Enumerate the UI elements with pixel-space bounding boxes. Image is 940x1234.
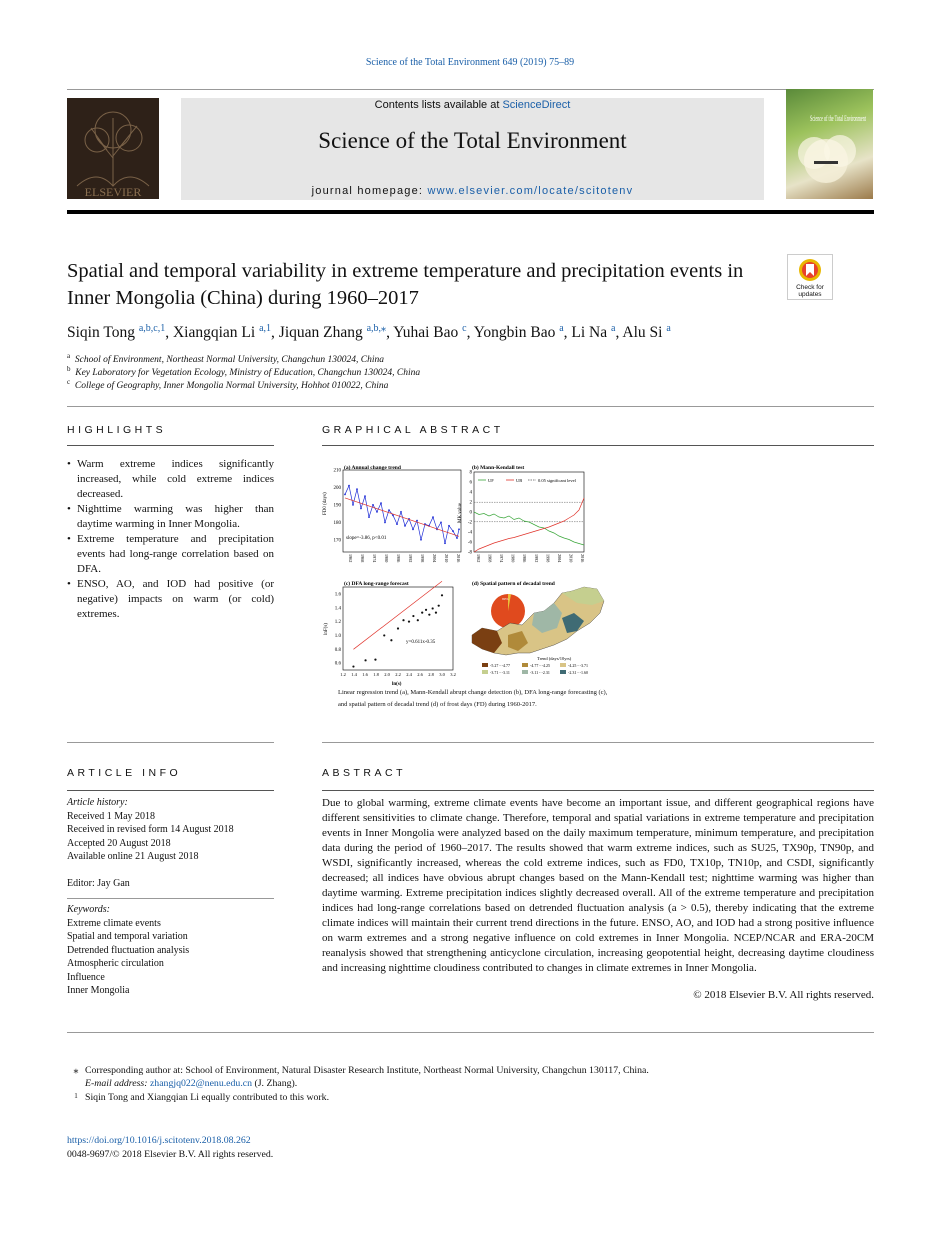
x-tick-label: 2010 xyxy=(444,554,449,563)
legend-label: -3.11 - -2.31 xyxy=(530,670,550,675)
email-suffix: (J. Zhang). xyxy=(254,1078,298,1089)
fd0-point xyxy=(376,511,378,513)
y-tick-label: -4 xyxy=(467,530,472,536)
dfa-point xyxy=(441,594,443,596)
x-tick-label: 2.8 xyxy=(428,672,434,677)
dfa-point xyxy=(364,659,366,661)
article-info-rule xyxy=(67,790,274,791)
legend-swatch xyxy=(560,670,566,674)
dfa-point xyxy=(408,620,410,622)
fd0-point xyxy=(432,516,434,518)
x-tick-label: 1.4 xyxy=(351,672,357,677)
fd0-point xyxy=(392,514,394,516)
panel-c-xlabel: ln(s) xyxy=(392,682,402,687)
author-affiliation-marks[interactable]: a,b,⁎ xyxy=(366,323,387,334)
dfa-point xyxy=(397,627,399,629)
y-tick-label: 1.4 xyxy=(334,606,341,612)
x-tick-label: 1974 xyxy=(499,554,505,563)
fd0-point xyxy=(384,521,386,523)
dfa-point xyxy=(435,611,437,613)
y-tick-label: 1.0 xyxy=(334,633,341,639)
x-tick-label: 3.2 xyxy=(450,672,456,677)
fd0-point xyxy=(396,523,398,525)
legend-label: -3.71 - -3.11 xyxy=(490,670,510,675)
equal-mark: 1 xyxy=(74,1092,78,1100)
affiliation-divider xyxy=(67,406,874,407)
x-tick-label: 1968 xyxy=(360,554,365,563)
legend-label: -4.77 - -4.25 xyxy=(530,663,550,668)
y-tick-label: 0.6 xyxy=(334,661,341,667)
header-top-rule xyxy=(67,89,874,90)
highlights-rule xyxy=(67,445,274,446)
cover-art xyxy=(786,89,873,199)
fd0-point xyxy=(360,507,362,509)
x-tick-label: 2016 xyxy=(456,554,461,563)
y-tick-label: 180 xyxy=(333,520,341,526)
email-label: E-mail address: xyxy=(85,1078,148,1089)
panel-c xyxy=(324,580,456,687)
abstract-copyright: © 2018 Elsevier B.V. All rights reserved. xyxy=(693,989,874,1001)
affiliation-key: a xyxy=(67,352,71,360)
legend-swatch xyxy=(482,670,488,674)
affiliation-text: School of Environment, Northeast Normal University, Changchun 130024, China xyxy=(74,355,385,366)
dfa-point xyxy=(438,605,440,607)
homepage-link[interactable]: www.elsevier.com/locate/scitotenv xyxy=(427,185,634,197)
x-tick-label: 1968 xyxy=(487,554,493,563)
history-received: Received 1 May 2018 xyxy=(67,810,156,822)
email-link[interactable]: zhangjq022@nenu.edu.cn xyxy=(149,1078,253,1089)
author-name[interactable]: Li Na xyxy=(571,324,608,342)
y-tick-label: 0 xyxy=(469,510,472,516)
doi-link[interactable]: https://doi.org/10.1016/j.scitotenv.2018.08.262 xyxy=(67,1135,251,1146)
article-info-heading: ARTICLE INFO xyxy=(67,767,182,779)
x-tick-label: 1980 xyxy=(510,554,516,563)
author-name[interactable]: Jiquan Zhang xyxy=(278,324,363,342)
y-tick-label: 210 xyxy=(333,468,341,474)
keyword: Detrended fluctuation analysis xyxy=(67,944,190,956)
panel-a-note: slope=-3.86, p<0.01 xyxy=(346,536,387,541)
contents-prefix: Contents lists available at xyxy=(374,99,503,111)
x-tick-label: 1998 xyxy=(545,554,551,563)
legend-swatch xyxy=(522,670,528,674)
legend-label: -2.31 - -1.60 xyxy=(568,670,588,675)
corresponding-text: Corresponding author at: School of Environment, Natural Disaster Research Institute, Northeast Normal University, Changchun 130117, China. xyxy=(85,1065,649,1076)
x-tick-label: 3.0 xyxy=(439,672,445,677)
dfa-point xyxy=(412,615,414,617)
author-name[interactable]: Yuhai Bao xyxy=(393,324,459,342)
legend-title: Trend (days/10yrs) xyxy=(537,656,572,661)
keywords-label: Keywords: xyxy=(67,904,110,915)
graphical-abstract-bottom-rule xyxy=(322,742,874,743)
elsevier-logo xyxy=(67,98,159,199)
abstract-heading: ABSTRACT xyxy=(322,767,407,779)
fd0-point xyxy=(388,509,390,511)
affiliation-text: College of Geography, Inner Mongolia Normal University, Hohhot 010022, China xyxy=(74,381,389,392)
fd0-point xyxy=(380,502,382,504)
author-affiliation-marks[interactable]: a,b,c,1 xyxy=(138,323,166,334)
affiliation-key: b xyxy=(67,365,71,373)
panel-c-title: (c) DFA long-range forecast xyxy=(344,581,409,587)
author-list: Siqin Tong $^{a,b,c,1}$, Xiangqian Li $^{a,1}$, Jiquan Zhang $^{a,b,⁎}$, Yuhai Bao $^c$, Yongbin Bao $^a$, Li Na $^a$, Alu Si $^a$ xyxy=(67,323,671,342)
highlight-item: • Warm extreme indices significantly increased, while cold extreme indices decreased. xyxy=(67,457,274,502)
homepage-prefix: journal homepage: xyxy=(311,185,428,197)
graphical-abstract-caption: Linear regression trend (a), Mann-Kendall abrupt change detection (b), DFA long-range forecasting (c), and spatial pattern of decadal trend (d) of frost days (FD) during 1960-2017. xyxy=(338,689,608,708)
corresponding-mark: ⁎ xyxy=(73,1065,79,1076)
panel-b-frame xyxy=(474,472,584,552)
highlights-bottom-rule xyxy=(67,742,274,743)
author-affiliation-marks[interactable]: c xyxy=(462,323,467,334)
keyword: Spatial and temporal variation xyxy=(67,931,188,942)
dfa-point xyxy=(402,619,404,621)
panel-a xyxy=(323,464,461,563)
dfa-point xyxy=(425,609,427,611)
legend-swatch xyxy=(560,663,566,667)
panel-a-title: (a) Annual change trend xyxy=(344,465,401,471)
dfa-point xyxy=(421,611,423,613)
panel-b xyxy=(458,464,585,563)
legend-uf-label: UF xyxy=(488,478,494,483)
dfa-point xyxy=(383,634,385,636)
panel-c-equation: y=0.611x-0.35 xyxy=(406,640,436,645)
journal-cover-thumbnail[interactable] xyxy=(786,89,873,199)
x-tick-label: 2004 xyxy=(556,554,562,563)
fd0-point xyxy=(416,520,418,522)
dfa-point xyxy=(417,619,419,621)
highlight-item: • Extreme temperature and precipitation events had long-range correlation based on DFA. xyxy=(67,532,274,577)
issn-line: 0048-9697/© 2018 Elsevier B.V. All rights reserved. xyxy=(67,1149,274,1160)
y-tick-label: 170 xyxy=(333,538,341,544)
author-name[interactable]: Xiangqian Li xyxy=(172,324,256,342)
fd0-point xyxy=(352,504,354,506)
x-tick-label: 1974 xyxy=(372,554,377,563)
cover-title: Science of the Total Environment xyxy=(810,113,867,123)
y-tick-label: 8 xyxy=(469,470,472,476)
equal-contribution-footnote xyxy=(67,1092,329,1103)
y-tick-label: 190 xyxy=(333,503,341,509)
dfa-point xyxy=(352,665,354,667)
panel-a-ylabel: FD0 (days) xyxy=(323,492,328,515)
x-tick-label: 1.6 xyxy=(362,672,368,677)
pie-label: 99% xyxy=(502,597,509,601)
panel-d-title: (d) Spatial pattern of decadal trend xyxy=(472,581,555,587)
sciencedirect-link[interactable]: ScienceDirect xyxy=(502,99,571,111)
elsevier-logo-text: ELSEVIER xyxy=(84,185,142,199)
keyword: Extreme climate events xyxy=(67,917,161,929)
y-tick-label: -6 xyxy=(467,540,472,546)
x-tick-label: 1980 xyxy=(384,554,389,563)
y-tick-label: 200 xyxy=(333,485,341,491)
fd0-point xyxy=(400,511,402,513)
abstract-body: Due to global warming, extreme climate events have become an important issue, and different geographical regions have different sensitivities to climate change. Therefore, temporal and spatial variations in extreme temperature and precipitation events in Inner Mongolia were analyzed based on the daily maximum temperature, minimum temperature, and precipitation data during the period of 1960–2017. The results showed that warm extreme indices, such as SU25, TX90p, TN90p, and WSDI, significantly increased, whereas the cold extreme indices, such as FD0, TX10p, TN10p, and CSDI, significantly decreased; all indices have obvious abrupt changes based on the Mann-Kendall test; nighttime warming was higher than daytime warming. Extreme precipitation indices slightly decreased overall. All of the extreme temperature and precipitation indices had long-range correlations based on detrended fluctuation analysis (a > 0.5), thereby indicating that the extreme climate indices will maintain their current trend directions in the future. ENSO, AO, and IOD had a strong positive influence on warm extremes and a strong negative influence on cold extremes in Inner Mongolia. NCEP/NCAR and ERA-20CM reanalysis showed that strengthening anticyclone circulation, increasing geopotential height, decreasing daytime cloudiness and increasing nighttime cloudiness contributed to changes in climate extremes in Inner Mongolia. xyxy=(322,797,874,974)
history-label: Article history: xyxy=(67,797,128,808)
affiliation-c xyxy=(67,378,388,391)
highlight-item: • Nighttime warming was higher than daytime warming in Inner Mongolia. xyxy=(67,502,274,532)
journal-reference[interactable]: Science of the Total Environment 649 (2019) 75–89 xyxy=(365,57,575,68)
fd0-point xyxy=(448,525,450,527)
author-affiliation-marks[interactable]: a,1 xyxy=(259,323,272,334)
contents-line xyxy=(181,99,764,111)
highlights-list xyxy=(67,457,274,622)
header-bottom-rule xyxy=(67,210,874,214)
affiliation-key: c xyxy=(67,378,71,386)
x-tick-label: 2016 xyxy=(580,554,585,563)
fd0-point xyxy=(368,516,370,518)
check-updates-icon xyxy=(798,258,822,282)
y-tick-label: 2 xyxy=(469,500,472,506)
keywords-block xyxy=(67,903,274,998)
dfa-point xyxy=(428,614,430,616)
x-tick-label: 1.2 xyxy=(340,672,346,677)
x-tick-label: 1986 xyxy=(396,554,401,563)
x-tick-label: 2004 xyxy=(432,554,437,563)
affiliation-b xyxy=(67,365,420,378)
highlights-heading: HIGHLIGHTS xyxy=(67,424,167,436)
fd0-point xyxy=(458,528,460,530)
x-tick-label: 1.8 xyxy=(373,672,379,677)
x-tick-label: 1992 xyxy=(533,554,539,563)
fd0-point xyxy=(444,542,446,544)
abstract-rule xyxy=(322,790,874,791)
fd0-point xyxy=(356,488,358,490)
y-tick-label: -2 xyxy=(467,520,472,526)
legend-swatch xyxy=(522,663,528,667)
keywords-rule xyxy=(67,898,274,899)
legend-ub-label: UB xyxy=(516,478,523,483)
author-affiliation-marks[interactable]: a xyxy=(611,323,616,334)
affiliation-text: Key Laboratory for Vegetation Ecology, Ministry of Education, Changchun 130024, China xyxy=(75,368,421,379)
author-name[interactable]: Yongbin Bao xyxy=(473,324,556,342)
paper-title: Spatial and temporal variability in extreme temperature and precipitation events in Inner Mongolia (China) during 1960–2017 xyxy=(67,260,744,309)
legend-label: -5.27 - -4.77 xyxy=(490,663,510,668)
legend-label: -4.25 - -3.71 xyxy=(568,663,588,668)
dfa-point xyxy=(390,639,392,641)
history-accepted: Accepted 20 August 2018 xyxy=(67,837,171,849)
history-online: Available online 21 August 2018 xyxy=(67,851,199,862)
panel-b-title: (b) Mann-Kendall test xyxy=(472,465,525,471)
dfa-point xyxy=(374,659,376,661)
keyword: Inner Mongolia xyxy=(67,985,130,996)
history-revised: Received in revised form 14 August 2018 xyxy=(67,824,234,835)
check-for-updates-badge[interactable] xyxy=(787,254,833,300)
x-tick-label: 1998 xyxy=(420,554,425,563)
panel-c-ylabel: lnF(s) xyxy=(324,623,329,635)
fd0-point xyxy=(348,485,350,487)
y-tick-label: 0.8 xyxy=(334,647,341,653)
fd0-point xyxy=(372,504,374,506)
corresponding-footnote xyxy=(67,1065,649,1076)
author-affiliation-marks[interactable]: a xyxy=(666,323,671,334)
x-tick-label: 2.2 xyxy=(395,672,401,677)
x-tick-label: 1986 xyxy=(522,554,528,563)
graphical-abstract-rule xyxy=(322,445,874,446)
author-name[interactable]: Alu Si xyxy=(622,324,663,342)
y-tick-label: 1.2 xyxy=(334,620,341,626)
fd0-point xyxy=(344,494,346,496)
elsevier-tree-icon xyxy=(67,98,159,199)
fd0-point xyxy=(412,528,414,530)
affiliation-a xyxy=(67,352,384,365)
homepage-line xyxy=(181,185,764,197)
footer-rule xyxy=(67,1032,874,1033)
x-tick-label: 1962 xyxy=(476,554,481,563)
graphical-abstract-figure[interactable] xyxy=(322,463,609,713)
author-name[interactable]: Siqin Tong xyxy=(67,324,135,342)
fd0-point xyxy=(364,495,366,497)
keyword: Atmospheric circulation xyxy=(67,958,164,969)
article-history xyxy=(67,796,274,890)
y-tick-label: 1.6 xyxy=(334,592,341,598)
graphical-abstract-heading: GRAPHICAL ABSTRACT xyxy=(322,424,504,436)
highlight-item: • ENSO, AO, and IOD had positive (or negative) impacts on warm (or cold) extremes. xyxy=(67,577,274,622)
x-tick-label: 1962 xyxy=(348,554,353,563)
panel-d xyxy=(472,580,604,675)
fd0-point xyxy=(456,537,458,539)
x-tick-label: 1992 xyxy=(408,554,413,563)
x-tick-label: 2.4 xyxy=(406,672,412,677)
author-affiliation-marks[interactable]: a xyxy=(559,323,564,334)
email-footnote xyxy=(85,1078,297,1089)
legend-sig-label: 0.05 significant level xyxy=(538,478,576,483)
check-updates-label: Check for updates xyxy=(796,284,824,298)
panel-b-ylabel: MK value xyxy=(458,502,463,523)
legend-swatch xyxy=(482,663,488,667)
x-tick-label: 2010 xyxy=(568,554,574,563)
keyword: Influence xyxy=(67,971,105,983)
fd0-point xyxy=(440,521,442,523)
y-tick-label: -8 xyxy=(467,550,472,556)
editor: Editor: Jay Gan xyxy=(67,877,130,889)
journal-title[interactable]: Science of the Total Environment xyxy=(318,128,627,153)
fd0-point xyxy=(452,530,454,532)
fd0-point xyxy=(420,539,422,541)
fd0-point xyxy=(404,525,406,527)
x-tick-label: 2.0 xyxy=(384,672,390,677)
equal-text: Siqin Tong and Xiangqian Li equally contributed to this work. xyxy=(85,1092,330,1103)
y-tick-label: 6 xyxy=(469,480,472,486)
dfa-point xyxy=(432,607,434,609)
y-tick-label: 4 xyxy=(469,490,472,496)
x-tick-label: 2.6 xyxy=(417,672,423,677)
